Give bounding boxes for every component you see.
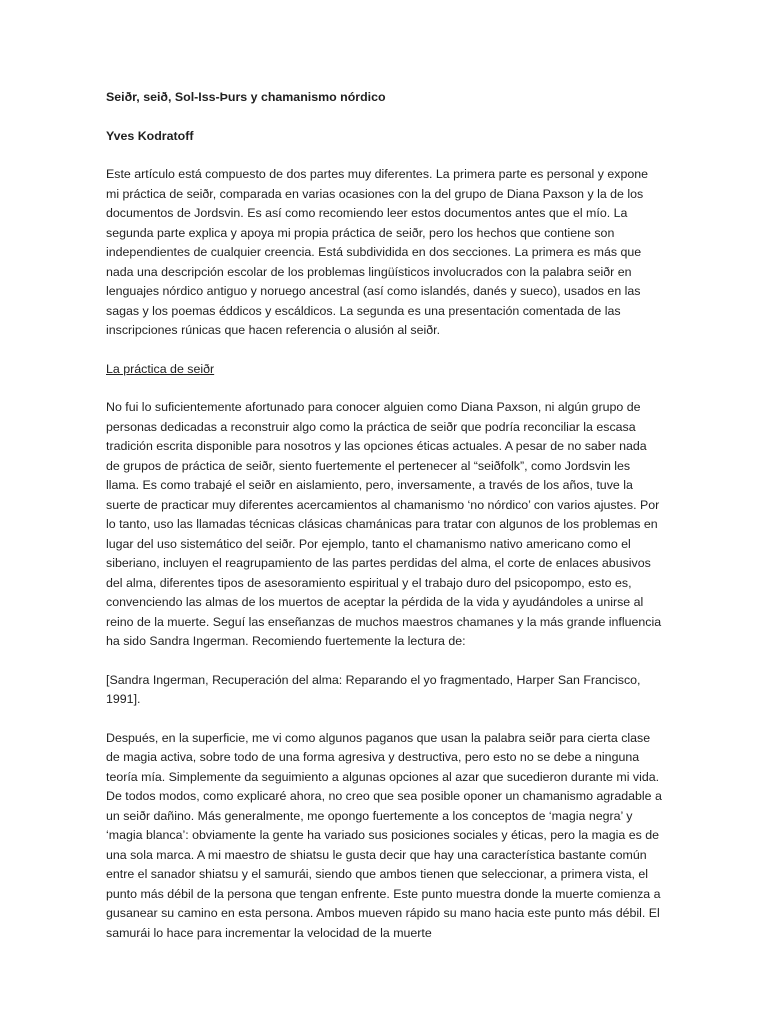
reference-paragraph: [Sandra Ingerman, Recuperación del alma: Reparando el yo fragmentado, Harper San Francisco, 1991]. <box>106 672 641 706</box>
document-author: Yves Kodratoff <box>106 128 194 143</box>
body-paragraph-1: No fui lo suficientemente afortunado para conocer alguien como Diana Paxson, ni algún grupo de personas dedicadas a reconstruir algo como la práctica de seiðr que podría reconciliar la escasa tradición escrita disponible para nosotros y las opciones éticas actuales. A pesar de no saber nada de grupos de práctica de seiðr, siento fuertemente el pertenecer al “seiðfolk”, como Jordsvin les llama. Es como trabajé el seiðr en aislamiento, pero, inversamente, a través de los años, tuve la suerte de practicar muy diferentes acercamientos al chamanismo ‘no nórdico’ con varios ajustes. Por lo tanto, uso las llamadas técnicas clásicas chamánicas para tratar con algunos de los problemas en lugar del uso sistemático del seiðr. Por ejemplo, tanto el chamanismo nativo americano como el siberiano, incluyen el reagrupamiento de las partes perdidas del alma, el corte de enlaces abusivos del alma, diferentes tipos de asesoramiento espiritual y el trabajo duro del psicopompo, esto es, convenciendo las almas de los muertos de aceptar la pérdida de la vida y ayudándoles a unirse al reino de la muerte. Seguí las enseñanzas de muchos maestros chamanes y la más grande influencia ha sido Sandra Ingerman. Recomiendo fuertemente la lectura de: <box>106 400 662 648</box>
document-title: Seiðr, seið, Sol-Iss-Þurs y chamanismo nórdico <box>106 90 386 104</box>
intro-paragraph: Este artículo está compuesto de dos partes muy diferentes. La primera parte es personal y expone mi práctica de seiðr, comparada en varias ocasiones con la del grupo de Diana Paxson y la de los documentos de Jordsvin. Es así como recomiendo leer estos documentos antes que el mío. La segunda parte explica y apoya mi propia práctica de seiðr, pero los hechos que contiene son independientes de cualquier creencia. Está subdividida en dos secciones. La primera es más que nada una descripción escolar de los problemas lingüísticos involucrados con la palabra seiðr en lenguajes nórdico antiguo y noruego ancestral (así como islandés, danés y sueco), usados en las sagas y los poemas éddicos y escáldicos. La segunda es una presentación comentada de las inscripciones rúnicas que hacen referencia o alusión al seiðr. <box>106 167 649 337</box>
document-page <box>106 88 662 962</box>
section-heading: La práctica de seiðr <box>106 361 215 376</box>
body-paragraph-2: Después, en la superficie, me vi como algunos paganos que usan la palabra seiðr para cierta clase de magia activa, sobre todo de una forma agresiva y destructiva, pero esto no se debe a ninguna teoría mía. Simplemente da seguimiento a algunas opciones al azar que sucedieron durante mi vida. De todos modos, como explicaré ahora, no creo que sea posible oponer un chamanismo agradable a un seiðr dañino. Más generalmente, me opongo fuertemente a los conceptos de ‘magia negra’ y ‘magia blanca’: obviamente la gente ha variado sus posiciones sociales y éticas, pero la magia es de una sola marca. A mi maestro de shiatsu le gusta decir que hay una característica bastante común entre el sanador shiatsu y el samurái, siendo que ambos tienen que seleccionar, a primera vista, el punto más débil de la persona que tengan enfrente. Este punto muestra donde la muerte comienza a gusanear su camino en esta persona. Ambos mueven rápido su mano hacia este punto más débil. El samurái lo hace para incrementar la velocidad de la muerte <box>106 730 662 940</box>
